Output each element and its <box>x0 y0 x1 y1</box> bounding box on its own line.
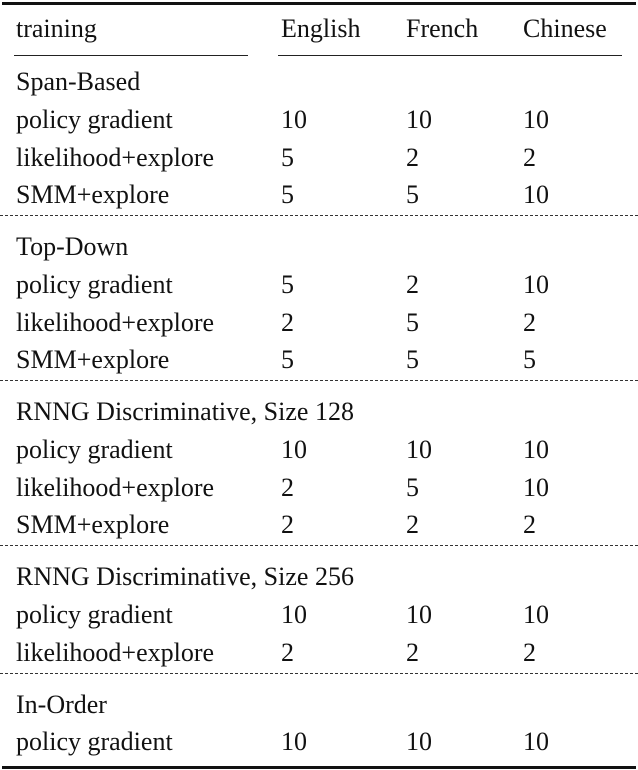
row-english: 10 <box>281 435 307 464</box>
row-method: likelihood+explore <box>16 308 215 337</box>
row-english: 5 <box>281 180 294 209</box>
row-french: 10 <box>406 435 432 464</box>
group-title: Top-Down <box>16 232 129 261</box>
group-separator <box>0 215 638 216</box>
row-chinese: 10 <box>523 473 549 502</box>
row-english: 10 <box>281 105 307 134</box>
row-chinese: 10 <box>523 727 549 756</box>
group-separator <box>0 673 638 674</box>
header-chinese: Chinese <box>523 14 607 43</box>
row-english: 2 <box>281 473 294 502</box>
row-english: 5 <box>281 270 294 299</box>
row-french: 10 <box>406 600 432 629</box>
row-method: likelihood+explore <box>16 638 215 667</box>
row-chinese: 10 <box>523 105 549 134</box>
group-title: In-Order <box>16 690 107 719</box>
row-english: 10 <box>281 600 307 629</box>
row-method: SMM+explore <box>16 180 170 209</box>
row-method: policy gradient <box>16 435 173 464</box>
table-top-rule <box>2 2 636 5</box>
header-rule-left <box>14 55 248 56</box>
row-english: 5 <box>281 345 294 374</box>
row-method: SMM+explore <box>16 510 170 539</box>
header-french: French <box>406 14 479 43</box>
row-chinese: 2 <box>523 308 536 337</box>
row-chinese: 2 <box>523 510 536 539</box>
row-chinese: 10 <box>523 435 549 464</box>
row-french: 10 <box>406 105 432 134</box>
row-english: 2 <box>281 308 294 337</box>
row-method: policy gradient <box>16 105 173 134</box>
row-french: 5 <box>406 345 419 374</box>
row-english: 2 <box>281 510 294 539</box>
row-french: 5 <box>406 308 419 337</box>
header-rule-right <box>278 55 622 56</box>
row-french: 2 <box>406 638 419 667</box>
row-english: 10 <box>281 727 307 756</box>
row-chinese: 10 <box>523 270 549 299</box>
header-training: training <box>16 14 97 43</box>
row-chinese: 2 <box>523 638 536 667</box>
row-english: 2 <box>281 638 294 667</box>
row-chinese: 5 <box>523 345 536 374</box>
header-english: English <box>281 14 361 43</box>
group-title: RNNG Discriminative, Size 256 <box>16 562 354 591</box>
row-english: 5 <box>281 143 294 172</box>
group-separator <box>0 545 638 546</box>
row-method: policy gradient <box>16 727 173 756</box>
row-method: policy gradient <box>16 270 173 299</box>
group-title: RNNG Discriminative, Size 128 <box>16 397 354 426</box>
row-french: 10 <box>406 727 432 756</box>
row-method: likelihood+explore <box>16 473 215 502</box>
row-french: 5 <box>406 473 419 502</box>
row-chinese: 2 <box>523 143 536 172</box>
row-method: policy gradient <box>16 600 173 629</box>
row-french: 2 <box>406 510 419 539</box>
row-chinese: 10 <box>523 180 549 209</box>
row-method: likelihood+explore <box>16 143 215 172</box>
table-bottom-rule <box>2 766 636 769</box>
row-french: 2 <box>406 143 419 172</box>
row-french: 5 <box>406 180 419 209</box>
row-chinese: 10 <box>523 600 549 629</box>
group-separator <box>0 380 638 381</box>
row-method: SMM+explore <box>16 345 170 374</box>
row-french: 2 <box>406 270 419 299</box>
group-title: Span-Based <box>16 67 141 96</box>
